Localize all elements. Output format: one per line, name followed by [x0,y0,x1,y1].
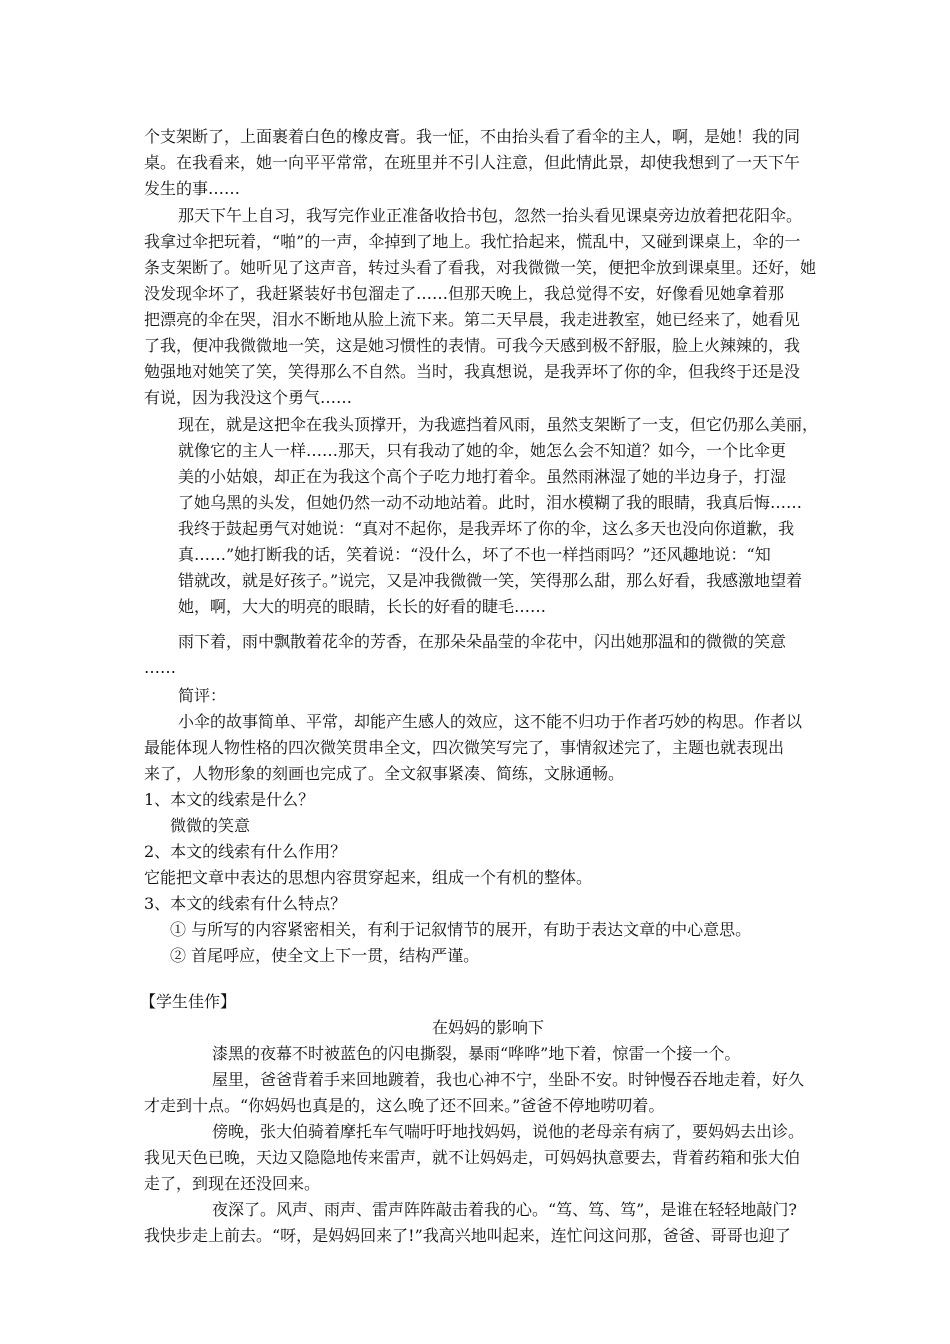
story1-p3-line: 错就改，就是好孩子。”说完，又是冲我微微一笑，笑得那么甜，那么好看，我感激地望着 [178,571,803,590]
story1-p4-line: …… [144,658,176,677]
essay-title: 在妈妈的影响下 [432,1018,545,1037]
story2-p4-line: 夜深了。风声、雨声、雷声阵阵敲击着我的心。“笃、笃、笃”，是谁在轻轻地敲门? [212,1200,797,1219]
story1-p3-line: 我终于鼓起勇气对她说：“真对不起你，是我弄坏了你的伞，这么多天也没向你道歉，我 [178,519,795,538]
story2-p2-line: 才走到十点。“你妈妈也真是的，这么晚了还不回来。”爸爸不停地唠叨着。 [144,1096,665,1115]
story1-p1-line: 发生的事…… [144,179,241,198]
review-line: 最能体现人物性格的四次微笑贯串全文，四次微笑写完了，事情叙述完了，主题也就表现出 [144,738,785,757]
story1-p1-line: 个支架断了，上面裹着白色的橡皮膏。我一怔，不由抬头看了看伞的主人，啊，是她！我的同 [144,127,801,146]
story2-p2-line: 屋里，爸爸背着手来回地踱着，我也心神不宁，坐卧不安。时钟慢吞吞地走着，好久 [212,1070,805,1089]
story1-p1-line: 桌。在我看来，她一向平平常常，在班里并不引人注意，但此情此景，却使我想到了一天下午 [144,153,801,172]
review-label: 简评： [178,686,227,705]
review-line: 小伞的故事简单、平常，却能产生感人的效应，这不能不归功于作者巧妙的构思。作者以 [178,712,803,731]
story1-p3-line: 就像它的主人一样……那天，只有我动了她的伞，她怎么会不知道？如今，一个比伞更 [178,441,787,460]
story1-p2-line: 没发现伞坏了，我赶紧装好书包溜走了……但那天晚上，我总觉得不安，好像看见她拿着那 [144,284,785,303]
story1-p2-line: 勉强地对她笑了笑，笑得那么不自然。当时，我真想说，是我弄坏了你的伞，但我终于还是没 [144,362,801,381]
story1-p4-line: 雨下着，雨中飘散着花伞的芳香，在那朵朵晶莹的伞花中，闪出她那温和的微微的笑意 [178,632,787,651]
story1-p2-line: 那天下午上自习，我写完作业正准备收拾书包，忽然一抬头看见课桌旁边放着把花阳伞。 [178,206,803,225]
story1-p2-line: 条支架断了。她听见了这声音，转过头看了看我，对我微微一笑，便把伞放到课桌里。还好，她 [144,258,817,277]
story1-p2-line: 有说，因为我没这个勇气…… [144,388,353,407]
answer-3-item-2: ② 首尾呼应，使全文上下一贯，结构严谨。 [170,946,480,965]
story1-p3-line: 真……”她打断我的话，笑着说：“没什么，坏了不也一样挡雨吗？”还风趣地说：“知 [178,545,771,564]
story1-p3-line: 了她乌黑的头发，但她仍然一动不动地站着。此时，泪水模糊了我的眼睛，我真后悔…… [178,493,803,512]
story1-p2-line: 了我，便冲我微微地一笑，这是她习惯性的表情。可我今天感到极不舒服，脸上火辣辣的，我 [144,336,801,355]
story1-p3-line: 她，啊，大大的明亮的眼睛，长长的好看的睫毛…… [178,597,547,616]
story2-p3-line: 我见天色已晚，天边又隐隐地传来雷声，就不让妈妈走，可妈妈执意要去，背着药箱和张大伯 [144,1148,801,1167]
story2-p1-line: 漆黑的夜幕不时被蓝色的闪电撕裂，暴雨“哗哗”地下着，惊雷一个接一个。 [212,1044,741,1063]
answer-2: 它能把文章中表达的思想内容贯穿起来，组成一个有机的整体。 [144,868,593,887]
question-2: 2、本文的线索有什么作用？ [144,842,347,861]
story2-p3-line: 走了，到现在还没回来。 [144,1174,321,1193]
story1-p3-line: 现在，就是这把伞在我头顶撑开，为我遮挡着风雨，虽然支架断了一支，但它仍那么美丽， [178,415,819,434]
review-line: 来了，人物形象的刻画也完成了。全文叙事紧凑、简练，文脉通畅。 [144,764,625,783]
question-1: 1、本文的线索是什么？ [144,790,315,809]
story2-p3-line: 傍晚，张大伯骑着摩托车气喘吁吁地找妈妈，说他的老母亲有病了，要妈妈去出诊。 [212,1122,805,1141]
answer-3-item-1: ① 与所写的内容紧密相关，有利于记叙情节的展开，有助于表达文章的中心意思。 [170,920,752,939]
story1-p2-line: 把漂亮的伞在哭，泪水不断地从脸上流下来。第二天早晨，我走进教室，她已经来了，她看见 [144,310,801,329]
story2-p4-line: 我快步走上前去。“呀，是妈妈回来了!”我高兴地叫起来，连忙问这问那，爸爸、哥哥也迎了 [144,1226,791,1245]
story1-p3-line: 美的小姑娘，却正在为我这个高个子吃力地打着伞。虽然雨淋湿了她的半边身子，打湿 [178,467,787,486]
section-heading: 【学生佳作】 [140,992,237,1011]
story1-p2-line: 我拿过伞把玩着，“啪”的一声，伞掉到了地上。我忙拾起来，慌乱中，又碰到课桌上，伞的一 [144,232,801,251]
answer-1: 微微的笑意 [170,816,251,835]
question-3: 3、本文的线索有什么特点？ [144,894,347,913]
